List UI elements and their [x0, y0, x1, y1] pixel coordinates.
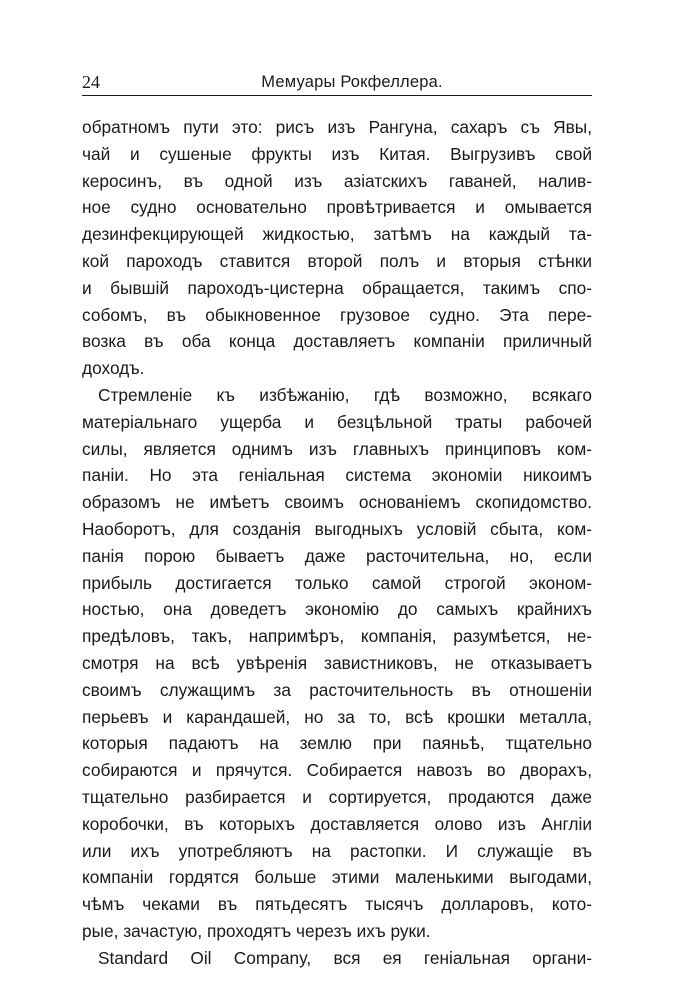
text-line: рые, зачастую, проходятъ черезъ ихъ руки. — [82, 920, 431, 941]
page-number: 24 — [82, 72, 100, 92]
text-line: тщательно разбирается и сортируется, продаются даже — [82, 786, 592, 807]
text-line: которыя падаютъ на землю при паяньѣ, тщательно — [82, 733, 592, 754]
text-line: ностью, она доведетъ экономію до самыхъ крайнихъ — [82, 599, 592, 620]
text-line: смотря на всѣ увѣренія завистниковъ, не отказываетъ — [82, 652, 592, 673]
body-text — [82, 114, 592, 972]
text-line: обратномъ пути это: рисъ изъ Рангуна, сахаръ съ Явы, — [82, 117, 592, 137]
paragraph-1 — [82, 114, 592, 382]
text-line: силы, является однимъ изъ главныхъ принциповъ ком- — [82, 438, 592, 459]
text-line: предѣловъ, такъ, напримѣръ, компанія, разумѣется, не- — [82, 626, 592, 647]
text-line: панія порою бываетъ даже расточительна, но, если — [82, 545, 592, 566]
text-line: прибыль достигается только самой строгой эконом- — [82, 572, 592, 593]
text-line: паніи. Но эта геніальная система экономіи никоимъ — [82, 465, 592, 486]
text-line: Наоборотъ, для созданія выгодныхъ условій сбыта, ком- — [82, 518, 592, 539]
text-line: кой пароходъ ставится второй полъ и вторыя стѣнки — [82, 250, 592, 271]
text-line: ное судно основательно провѣтривается и омывается — [82, 197, 592, 218]
text-line: чай и сушеные фрукты изъ Китая. Выгрузивъ свой — [82, 143, 592, 164]
running-title: Мемуары Рокфеллера. — [261, 73, 443, 91]
text-line: керосинъ, въ одной изъ азіатскихъ гаваней, налив- — [82, 170, 592, 191]
text-line: или ихъ употребляютъ на растопки. И служащіе въ — [82, 840, 592, 861]
header-rule — [82, 95, 592, 96]
page-header — [82, 68, 592, 98]
text-line: собираются и прячутся. Собирается навозъ во дворахъ, — [82, 760, 592, 781]
text-line: возка въ оба конца доставляетъ компаніи приличный — [82, 331, 592, 352]
text-line: собомъ, въ обыкновенное грузовое судно. Эта пере- — [82, 304, 592, 325]
text-line: Standard Oil Company, вся ея геніальная органи- — [98, 947, 592, 968]
text-line: своимъ служащимъ за расточительность въ отношеніи — [82, 679, 592, 700]
text-line: матеріальнаго ущерба и безцѣльной траты рабочей — [82, 411, 592, 432]
text-line: коробочки, въ которыхъ доставляется олово изъ Англіи — [82, 813, 592, 834]
paragraph-2 — [82, 382, 592, 945]
text-line: чѣмъ чеками въ пятьдесятъ тысячъ долларовъ, кото- — [82, 894, 592, 915]
text-line: и бывшій пароходъ-цистерна обращается, такимъ спо- — [82, 277, 592, 298]
text-line: доходъ. — [82, 358, 145, 379]
text-line: компаніи гордятся больше этими маленькими выгодами, — [82, 867, 592, 888]
text-line: Стремленіе къ избѣжанію, гдѣ возможно, всякаго — [98, 384, 592, 405]
text-line: перьевъ и карандашей, но за то, всѣ крошки металла, — [82, 706, 592, 727]
paragraph-3 — [82, 945, 592, 972]
text-line: дезинфекцирующей жидкостью, затѣмъ на каждый та- — [82, 224, 592, 245]
text-line: образомъ не имѣетъ своимъ основаніемъ скопидомство. — [82, 492, 592, 513]
